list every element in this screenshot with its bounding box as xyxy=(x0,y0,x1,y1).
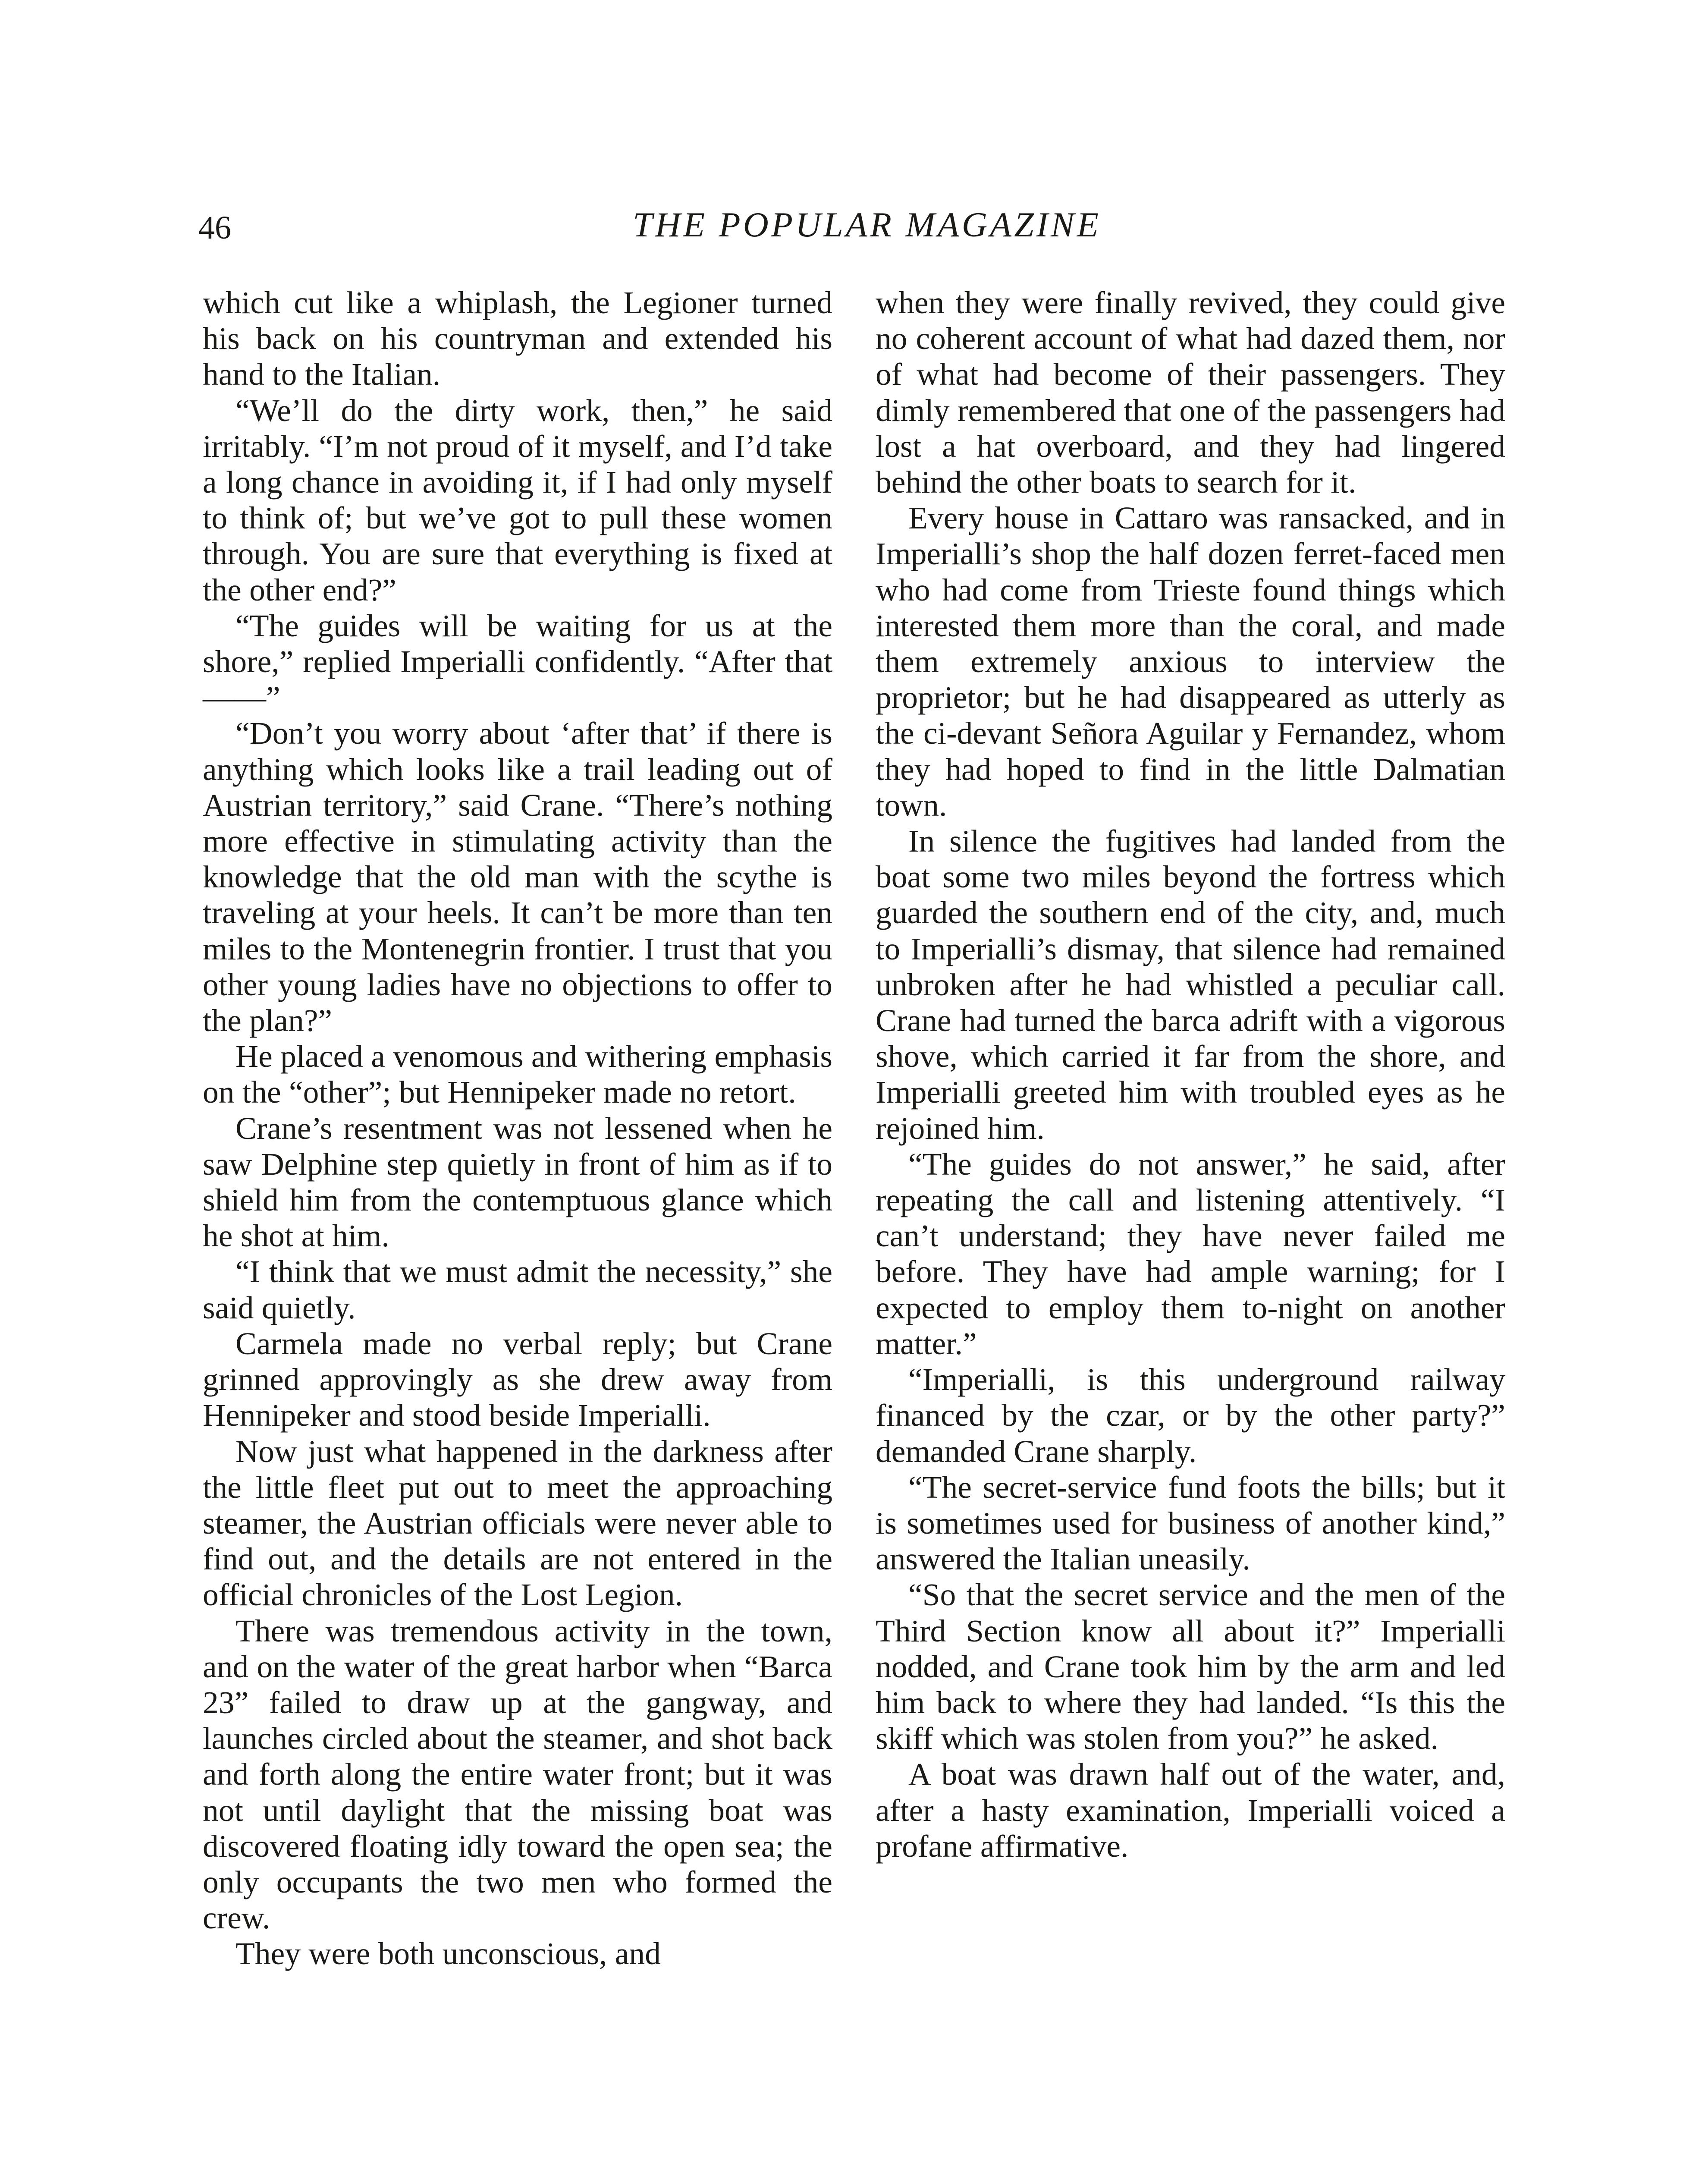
paragraph: Every house in Cattaro was ransacked, and in Imperialli’s shop the half dozen ferret-faced men who had come from Trieste found things which interested them more than the coral, and made them extremely anxious to interview the proprietor; but he had disappeared as utterly as the ci-devant Señora Aguilar y Fernandez, whom they had hoped to find in the little Dalmatian town. xyxy=(876,500,1505,823)
paragraph: “I think that we must admit the necessity,” she said quietly. xyxy=(203,1254,832,1325)
left-column xyxy=(203,285,832,1972)
paragraph: A boat was drawn half out of the water, and, after a hasty examination, Imperialli voiced a profane affirmative. xyxy=(876,1757,1505,1864)
paragraph: “Don’t you worry about ‘after that’ if there is anything which looks like a trail leading out of Austrian territory,” said Crane. “There’s nothing more effective in stimulating activity than the knowledge that the old man with the scythe is traveling at your heels. It can’t be more than ten miles to the Montenegrin frontier. I trust that you other young ladies have no objections to offer to the plan?” xyxy=(203,716,832,1038)
right-column xyxy=(876,285,1505,1864)
paragraph: He placed a venomous and withering emphasis on the “other”; but Hennipeker made no retort. xyxy=(203,1039,832,1110)
paragraph: “The guides do not answer,” he said, after repeating the call and listening attentively. “I can’t understand; they have never failed me before. They have had ample warning; for I expected to employ them to-night on another matter.” xyxy=(876,1146,1505,1361)
paragraph: They were both unconscious, and xyxy=(235,1936,661,1971)
paragraph: “So that the secret service and the men of the Third Section know all about it?” Imperialli nodded, and Crane took him by the arm and led him back to where they had landed. “Is this the skiff which was stolen from you?” he asked. xyxy=(876,1577,1505,1756)
paragraph: “We’ll do the dirty work, then,” he said irritably. “I’m not proud of it myself, and I’d take a long chance in avoiding it, if I had only myself to think of; but we’ve got to pull these women through. You are sure that everything is fixed at the other end?” xyxy=(203,393,832,607)
paragraph: “Imperialli, is this underground railway financed by the czar, or by the other party?” demanded Crane sharply. xyxy=(876,1362,1505,1469)
paragraph: There was tremendous activity in the town, and on the water of the great harbor when “Barca 23” failed to draw up at the gangway, and launches circled about the steamer, and shot back and forth along the entire water front; but it was not until daylight that the missing boat was discovered floating idly toward the open sea; the only occupants the two men who formed the crew. xyxy=(203,1613,832,1936)
paragraph: Now just what happened in the darkness after the little fleet put out to meet the approaching steamer, the Austrian officials were never able to find out, and the details are not entered in the official chronicles of the Lost Legion. xyxy=(203,1434,832,1613)
paragraph: Crane’s resentment was not lessened when he saw Delphine step quietly in front of him as if to shield him from the contemptuous glance which he shot at him. xyxy=(203,1110,832,1254)
paragraph: Carmela made no verbal reply; but Crane grinned approvingly as she drew away from Hennipeker and stood beside Imperialli. xyxy=(203,1326,832,1433)
paragraph: “The guides will be waiting for us at the shore,” replied Imperialli confidently. “After that——” xyxy=(203,608,832,715)
paragraph: when they were finally revived, they could give no coherent account of what had dazed them, nor of what had become of their passengers. They dimly remembered that one of the passengers had lost a hat overboard, and they had lingered behind the other boats to search for it. xyxy=(876,285,1505,500)
page-number: 46 xyxy=(198,210,231,246)
paragraph: which cut like a whiplash, the Legioner turned his back on his countryman and extended his hand to the Italian. xyxy=(203,285,832,392)
paragraph: “The secret-service fund foots the bills; but it is sometimes used for business of another kind,” answered the Italian uneasily. xyxy=(876,1469,1505,1577)
paragraph: In silence the fugitives had landed from the boat some two miles beyond the fortress which guarded the southern end of the city, and, much to Imperialli’s dismay, that silence had remained unbroken after he had whistled a peculiar call. Crane had turned the barca adrift with a vigorous shove, which carried it far from the shore, and Imperialli greeted him with troubled eyes as he rejoined him. xyxy=(876,824,1505,1146)
running-head-title: THE POPULAR MAGAZINE xyxy=(633,205,1101,244)
